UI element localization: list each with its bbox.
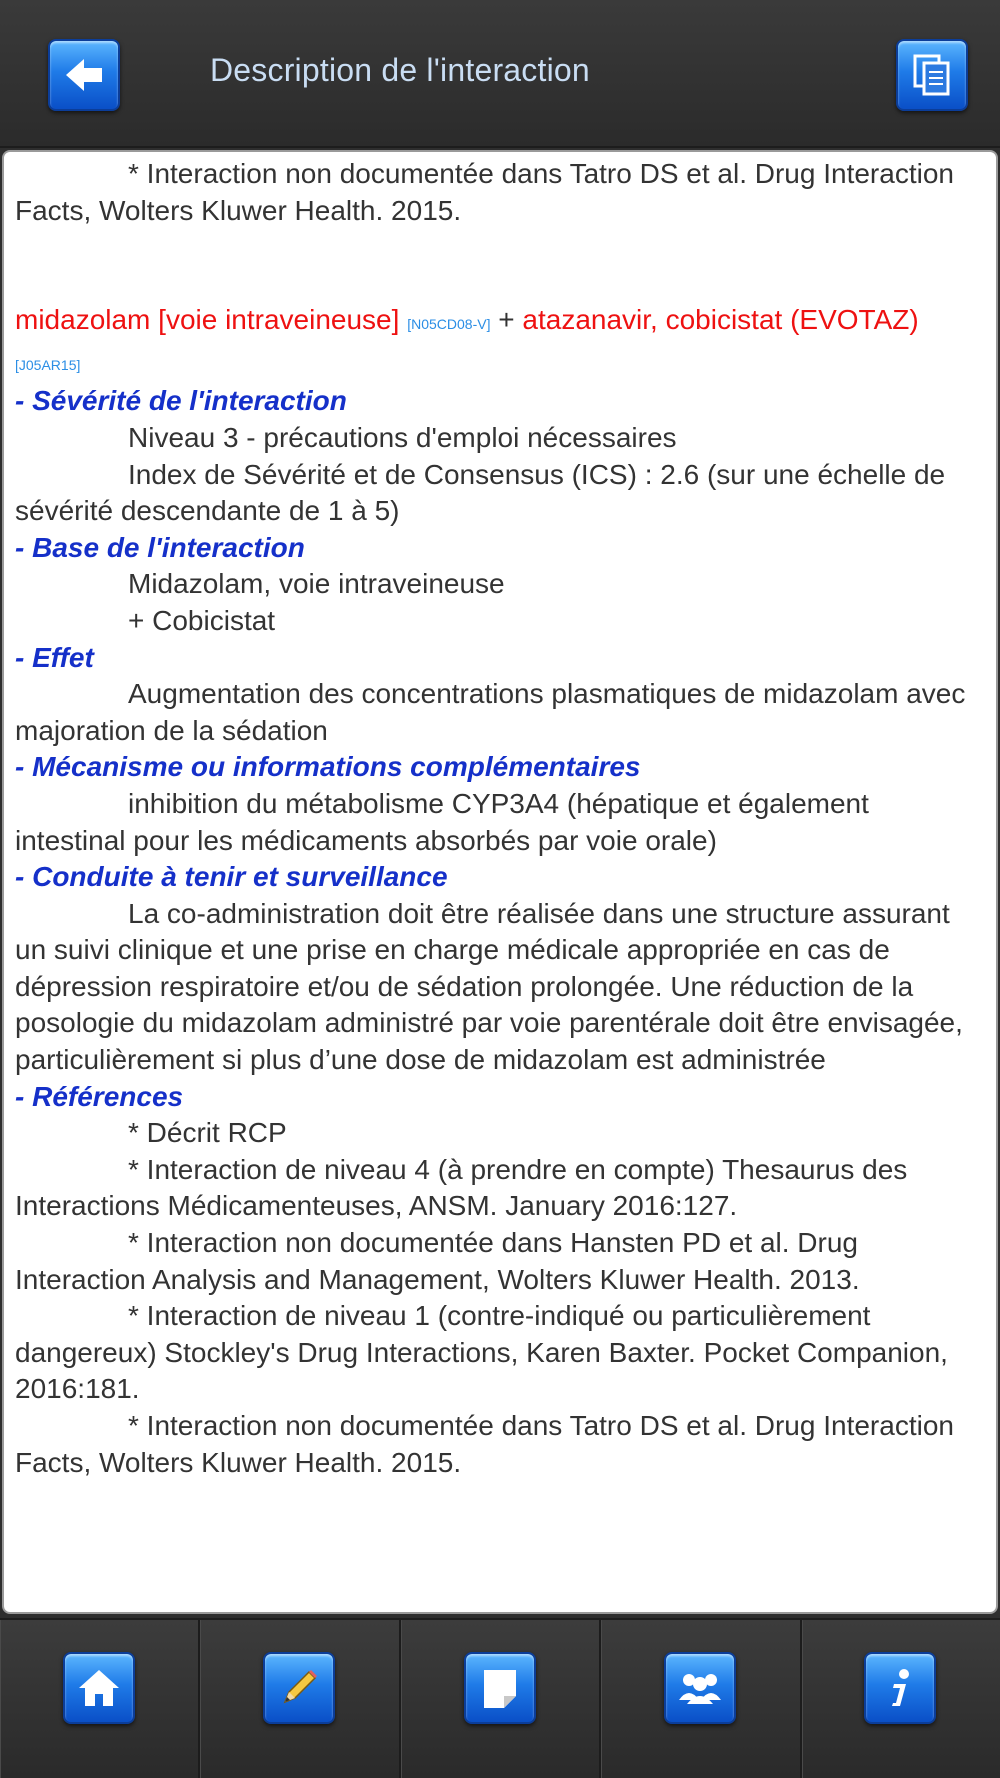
home-icon	[75, 1664, 123, 1712]
back-button[interactable]	[48, 39, 120, 111]
pencil-icon	[275, 1664, 323, 1712]
page-title: Description de l'interaction	[210, 52, 590, 88]
info-icon	[876, 1664, 924, 1712]
drug2-name: atazanavir, cobicistat (EVOTAZ)	[522, 304, 919, 336]
edit-button[interactable]	[263, 1652, 335, 1724]
basis-heading: - Base de l'interaction	[15, 531, 305, 563]
basis-line-1: Midazolam, voie intraveineuse	[128, 568, 505, 600]
copy-icon	[909, 52, 955, 98]
community-button[interactable]	[664, 1652, 736, 1724]
home-button[interactable]	[63, 1652, 135, 1724]
severity-index: Index de Sévérité et de Consensus (ICS) : 2.6 (sur une échelle de sévérité descendante de 1 à 5)	[15, 458, 946, 527]
conduct-heading: - Conduite à tenir et surveillance	[15, 861, 448, 893]
tab-info[interactable]	[802, 1620, 1000, 1778]
tab-edit[interactable]	[200, 1620, 400, 1778]
reference-item: * Décrit RCP	[128, 1117, 287, 1149]
header-bar	[0, 0, 1000, 148]
drug1-atc-code: [N05CD08-V]	[407, 316, 491, 333]
severity-heading: - Sévérité de l'interaction	[15, 385, 347, 417]
info-button[interactable]	[864, 1652, 936, 1724]
tab-community[interactable]	[601, 1620, 801, 1778]
arrow-left-icon	[60, 51, 108, 99]
bottom-navigation	[0, 1618, 1000, 1778]
conduct-text: La co-administration doit être réalisée dans une structure assurant un suivi clinique et une prise en charge médicale appropriée en cas de dépression respiratoire et/ou de sédation prolongée. Une réduction de la posologie du midazolam administré par voie parentérale doit être envisagée, particulièrement si plus d’une dose de midazolam est administrée	[15, 897, 963, 1076]
basis-line-2: + Cobicistat	[128, 604, 276, 636]
previous-reference: * Interaction non documentée dans Tatro DS et al. Drug Interaction Facts, Wolters Kluwer Health. 2015.	[15, 158, 954, 226]
mechanism-heading: - Mécanisme ou informations complémentaires	[15, 751, 641, 783]
reference-item: * Interaction de niveau 1 (contre-indiqué ou particulièrement dangereux) Stockley's Drug Interactions, Karen Baxter. Pocket Companion, 2016:181.	[15, 1300, 948, 1405]
drug1-name: midazolam [voie intraveineuse]	[15, 304, 400, 336]
notes-button[interactable]	[464, 1652, 536, 1724]
spacer	[15, 229, 982, 302]
severity-level: Niveau 3 - précautions d'emploi nécessaires	[128, 421, 677, 453]
mechanism-text: inhibition du métabolisme CYP3A4 (hépatique et également intestinal pour les médicaments absorbés par voie orale)	[15, 787, 869, 856]
users-icon	[675, 1664, 725, 1712]
effect-heading: - Effet	[15, 641, 94, 673]
plus-sign: +	[498, 304, 515, 336]
reference-item: * Interaction non documentée dans Hansten PD et al. Drug Interaction Analysis and Management, Wolters Kluwer Health. 2013.	[15, 1227, 860, 1295]
drug2-atc-code: [J05AR15]	[15, 356, 81, 373]
interaction-description-panel[interactable]	[2, 150, 998, 1614]
tab-notes[interactable]	[401, 1620, 601, 1778]
effect-text: Augmentation des concentrations plasmatiques de midazolam avec majoration de la sédation	[15, 678, 966, 746]
interaction-title	[15, 302, 982, 383]
reference-item: * Interaction non documentée dans Tatro DS et al. Drug Interaction Facts, Wolters Kluwer Health. 2015.	[15, 1410, 954, 1478]
tab-home[interactable]	[0, 1620, 200, 1778]
copy-button[interactable]	[896, 39, 968, 111]
reference-item: * Interaction de niveau 4 (à prendre en compte) Thesaurus des Interactions Médicamenteuses, ANSM. January 2016:127.	[15, 1153, 908, 1222]
note-icon	[476, 1664, 524, 1712]
references-heading: - Références	[15, 1080, 184, 1112]
